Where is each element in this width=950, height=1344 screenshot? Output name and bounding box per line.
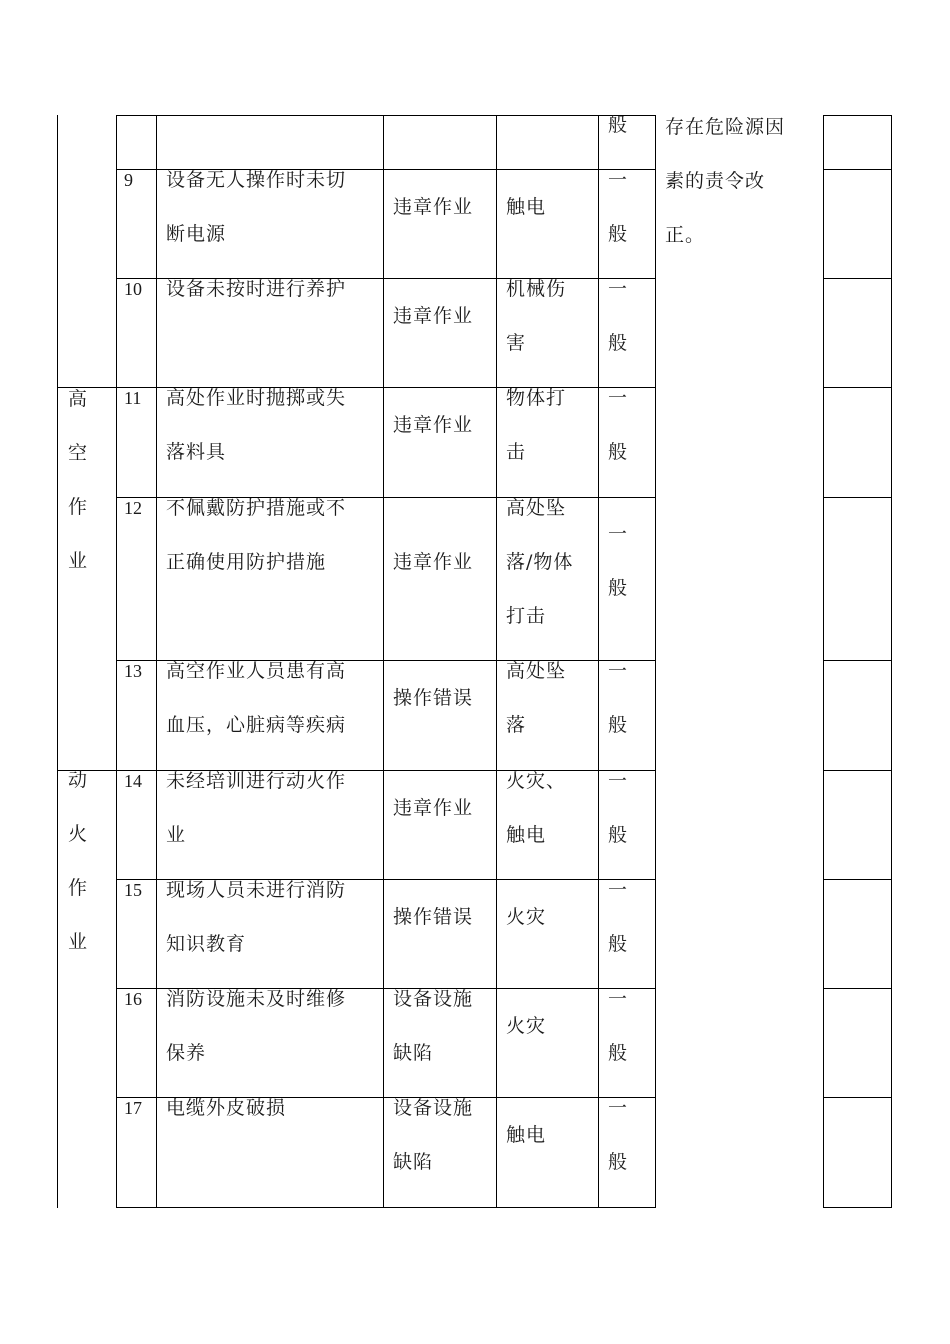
row-number: 15 [124, 880, 142, 900]
row-hazard: 触电 [506, 1124, 547, 1146]
row-desc: 高空作业人员患有高 [166, 660, 347, 682]
row-desc: 血压，心脏病等疾病 [166, 714, 347, 736]
blank-row-line [823, 660, 892, 661]
row-hazard: 害 [506, 332, 527, 354]
row-level: 般 [608, 441, 629, 463]
row-type: 违章作业 [393, 414, 474, 436]
row-hazard: 机械伤 [506, 278, 567, 300]
row-number: 17 [124, 1098, 142, 1118]
row-desc: 正确使用防护措施 [166, 551, 327, 573]
row-number: 13 [124, 661, 142, 681]
row-level: 一 [608, 523, 629, 545]
row-desc: 业 [166, 824, 187, 846]
row-hazard: 落 [506, 714, 527, 736]
blank-row-line [823, 278, 892, 279]
note-line: 正。 [665, 224, 706, 246]
top-level-cell: 般 [608, 114, 629, 136]
row-level: 一 [608, 387, 629, 409]
row-type: 缺陷 [393, 1151, 434, 1173]
row-desc: 消防设施未及时维修 [166, 988, 347, 1010]
group-char: 业 [68, 550, 89, 572]
row-hazard: 落/物体 [506, 551, 574, 573]
row-line [116, 115, 656, 116]
row-hazard: 触电 [506, 196, 547, 218]
group-char: 业 [68, 931, 89, 953]
row-desc: 设备无人操作时未切 [166, 169, 347, 191]
row-desc: 断电源 [166, 223, 227, 245]
blank-row-line [823, 770, 892, 771]
row-hazard: 物体打 [506, 387, 567, 409]
row-number: 12 [124, 498, 142, 518]
row-level: 般 [608, 824, 629, 846]
row-level: 一 [608, 1097, 629, 1119]
row-hazard: 火灾、 [506, 770, 567, 792]
row-level: 般 [608, 332, 629, 354]
group-char: 高 [68, 388, 89, 410]
row-hazard: 击 [506, 441, 527, 463]
group-char: 空 [68, 442, 89, 464]
row-number: 14 [124, 771, 142, 791]
row-type: 设备设施 [393, 1097, 474, 1119]
row-hazard: 火灾 [506, 1015, 547, 1037]
row-level: 一 [608, 660, 629, 682]
group-char: 动 [68, 769, 89, 791]
blank-row-line [823, 988, 892, 989]
row-type: 违章作业 [393, 196, 474, 218]
row-desc: 现场人员未进行消防 [166, 879, 347, 901]
blank-row-line [823, 115, 892, 116]
row-hazard: 触电 [506, 824, 547, 846]
row-level: 一 [608, 879, 629, 901]
row-type: 缺陷 [393, 1042, 434, 1064]
row-type: 违章作业 [393, 551, 474, 573]
row-hazard: 火灾 [506, 906, 547, 928]
row-type: 操作错误 [393, 687, 474, 709]
group-char: 火 [68, 823, 89, 845]
row-level: 般 [608, 933, 629, 955]
note-line: 存在危险源因 [665, 116, 786, 138]
row-hazard: 打击 [506, 605, 547, 627]
row-type: 操作错误 [393, 906, 474, 928]
row-hazard: 高处坠 [506, 660, 567, 682]
blank-row-line [823, 497, 892, 498]
blank-row-line [823, 879, 892, 880]
row-level: 般 [608, 714, 629, 736]
row-level: 般 [608, 577, 629, 599]
group-char: 作 [68, 877, 89, 899]
row-level: 般 [608, 1151, 629, 1173]
row-number: 11 [124, 388, 142, 408]
row-line [57, 387, 656, 388]
row-type: 违章作业 [393, 305, 474, 327]
group-char: 作 [68, 496, 89, 518]
row-desc: 落料具 [166, 441, 227, 463]
blank-row-line [823, 1097, 892, 1098]
row-level: 般 [608, 1042, 629, 1064]
border-left [57, 115, 58, 1208]
blank-row-line [823, 169, 892, 170]
row-level: 一 [608, 988, 629, 1010]
row-desc: 保养 [166, 1042, 207, 1064]
row-type: 设备设施 [393, 988, 474, 1010]
row-level: 般 [608, 223, 629, 245]
row-level: 一 [608, 278, 629, 300]
row-desc: 未经培训进行动火作 [166, 770, 347, 792]
blank-row-line [823, 1207, 892, 1208]
row-desc: 知识教育 [166, 933, 247, 955]
row-number: 10 [124, 279, 142, 299]
row-type: 违章作业 [393, 797, 474, 819]
row-hazard: 高处坠 [506, 497, 567, 519]
row-line [57, 770, 656, 771]
row-number: 9 [124, 170, 133, 190]
row-desc: 电缆外皮破损 [166, 1097, 287, 1119]
row-number: 16 [124, 989, 142, 1009]
row-desc: 不佩戴防护措施或不 [166, 497, 347, 519]
row-level: 一 [608, 169, 629, 191]
row-level: 一 [608, 770, 629, 792]
blank-row-line [823, 387, 892, 388]
note-line: 素的责令改 [665, 170, 766, 192]
row-desc: 设备未按时进行养护 [166, 278, 347, 300]
row-desc: 高处作业时抛掷或失 [166, 387, 347, 409]
row-line [116, 1207, 656, 1208]
